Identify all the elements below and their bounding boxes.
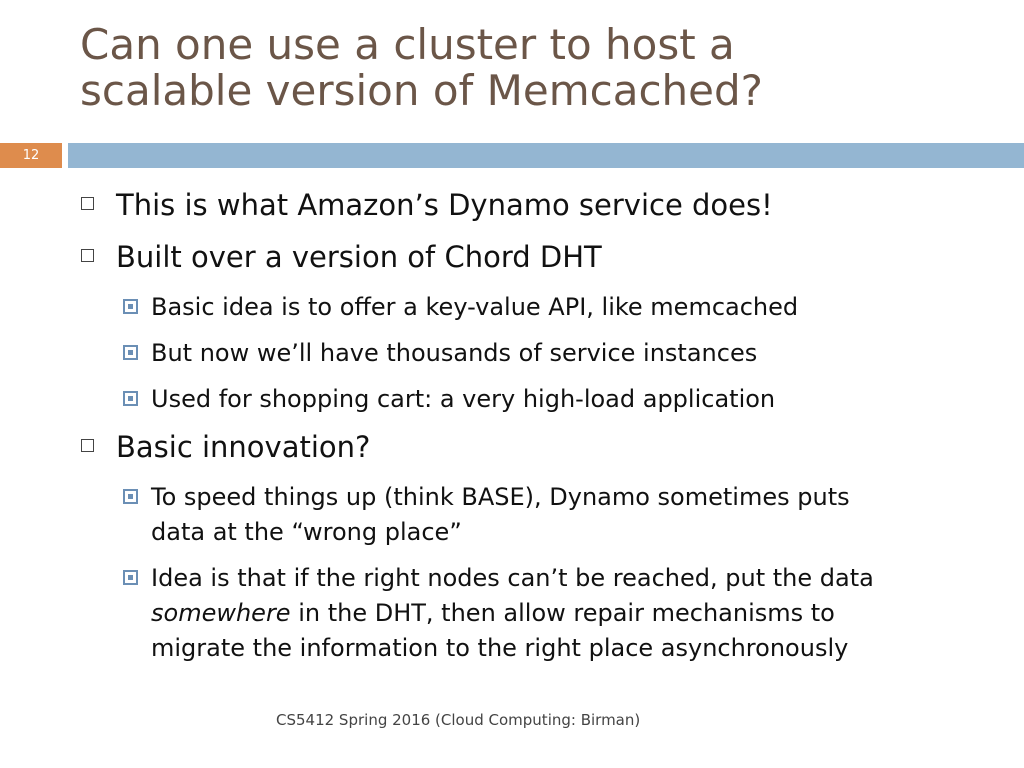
filled-square-bullet-icon <box>123 489 138 504</box>
slide-title-line-1: Can one use a cluster to host a <box>80 20 735 69</box>
bullet-text: Basic innovation? <box>116 430 371 464</box>
bullet-text: Built over a version of Chord DHT <box>116 240 602 274</box>
sub-bullet-item <box>80 290 1010 325</box>
bullet-item <box>80 186 1010 224</box>
filled-square-bullet-icon <box>123 570 138 585</box>
slide-number: 12 <box>0 143 62 168</box>
sub-bullet-line <box>151 596 1010 631</box>
filled-square-bullet-icon <box>123 391 138 406</box>
bullet-item <box>80 238 1010 276</box>
bullet-text: This is what Amazon’s Dynamo service does! <box>116 188 773 222</box>
slide-title <box>80 22 1000 114</box>
sub-bullet-line: To speed things up (think BASE), Dynamo sometimes puts <box>151 483 850 511</box>
bullet-item <box>80 428 1010 466</box>
emphasized-text: somewhere <box>151 599 291 627</box>
sub-bullet-line: migrate the information to the right place asynchronously <box>151 634 849 662</box>
sub-bullet-item <box>80 382 1010 417</box>
slide-content <box>80 186 1010 677</box>
sub-bullet-line: Idea is that if the right nodes can’t be reached, put the data <box>151 564 874 592</box>
sub-bullet-text: Used for shopping cart: a very high-load application <box>151 385 776 413</box>
sub-bullet-item <box>80 561 1010 666</box>
sub-bullet-line-rest: in the DHT, then allow repair mechanisms to <box>290 599 835 627</box>
filled-square-bullet-icon <box>123 345 138 360</box>
sub-bullet-item <box>80 336 1010 371</box>
slide-title-line-2: scalable version of Memcached? <box>80 66 763 115</box>
hollow-square-bullet-icon <box>81 439 94 452</box>
hollow-square-bullet-icon <box>81 249 94 262</box>
sub-bullet-text: But now we’ll have thousands of service instances <box>151 339 758 367</box>
sub-bullet-item <box>80 480 1010 550</box>
sub-bullet-line: data at the “wrong place” <box>151 518 462 546</box>
sub-bullet-text: Basic idea is to offer a key-value API, like memcached <box>151 293 799 321</box>
filled-square-bullet-icon <box>123 299 138 314</box>
hollow-square-bullet-icon <box>81 197 94 210</box>
slide-footer: CS5412 Spring 2016 (Cloud Computing: Birman) <box>276 711 641 729</box>
title-divider-bar <box>68 143 1024 168</box>
